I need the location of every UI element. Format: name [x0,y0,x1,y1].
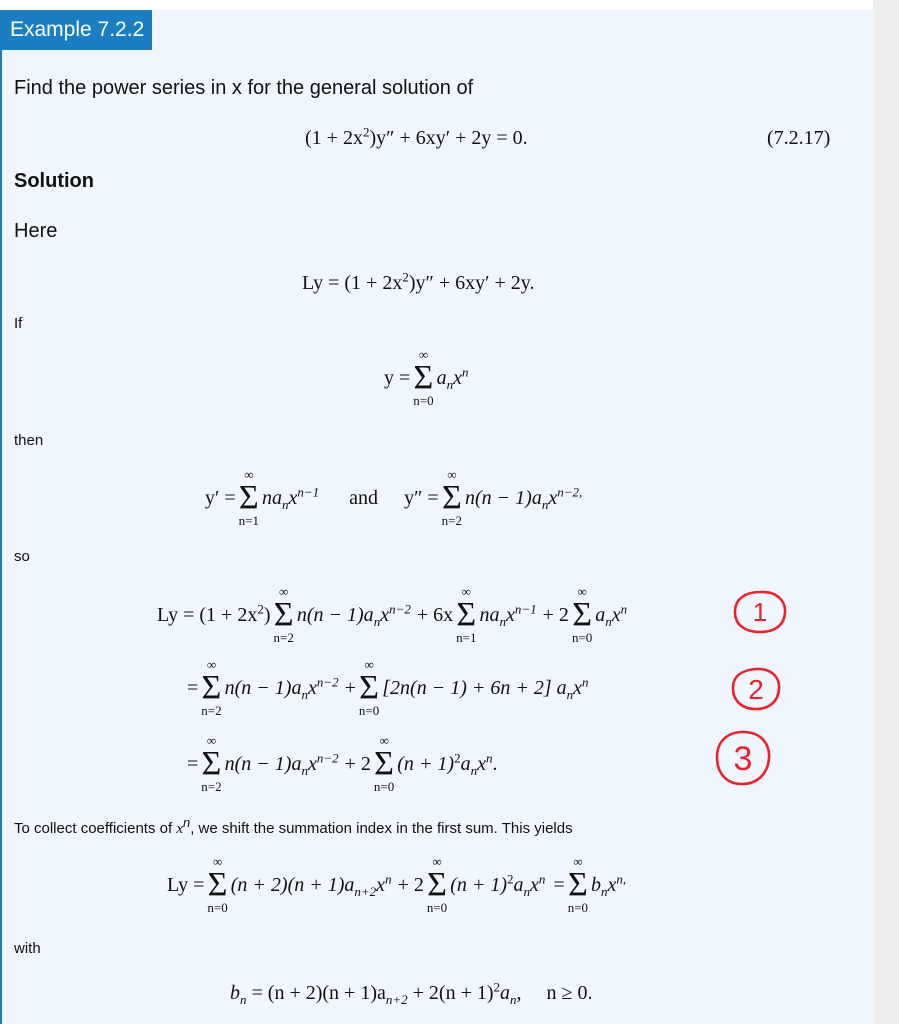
sum-lower: n=1 [238,513,259,528]
line1-lhs: $Ly = (1 + 2x^2)$ [157,600,271,626]
line1-term1: $n(n - 1)a_nx^{n-2}$ [296,600,411,629]
example-box [0,10,875,1024]
sum-upper: ∞ [573,854,583,869]
line2-plus: + [344,676,356,699]
sigma-glyph: Σ [413,359,434,396]
sum-symbol [359,658,379,718]
sum-lower: n=2 [201,779,222,794]
line2-equals: = [187,676,199,699]
solution-heading: Solution [14,170,94,192]
and-word: and [349,486,379,509]
annotation-circle-1 [730,588,790,636]
ode-right: )y″ + 6xy′ + 2y = 0. [369,127,528,149]
line1-term2: $na_nx^{n-1}$ [479,600,537,629]
if-text: If [14,315,23,332]
yprime-lhs: y′ = [205,486,236,509]
intro-text [14,77,473,100]
sum-symbol [239,468,259,528]
annotation-number-2: 2 [748,674,764,705]
sigma-glyph: Σ [201,669,222,706]
sum-upper: ∞ [244,467,254,482]
sum-symbol [207,855,227,915]
sum-lower: n=0 [413,393,434,408]
sum-upper: ∞ [379,733,389,748]
sum-upper: ∞ [206,657,217,672]
sigma-glyph: Σ [427,866,447,903]
line3-term1: $n(n - 1)a_nx^{n-2}$ [224,749,339,778]
sum-symbol [442,468,462,528]
line1-term3: $a_nx^n$ [595,600,628,629]
annotation-number-1: 1 [752,597,768,627]
sum-lower: n=0 [571,630,593,645]
y-term: $a_nx^n$ [436,363,469,392]
sum-lower: n=1 [456,630,477,645]
equation-shifted [167,855,626,915]
so-text: so [14,548,30,565]
annotation-circle-2 [728,665,784,713]
sum-symbol [572,585,592,645]
ydoubleprime-term: $n(n - 1)a_nx^{n-2,}$ [465,483,583,512]
sigma-glyph: Σ [273,596,294,633]
sigma-glyph: Σ [567,866,588,903]
line2-term1: $n(n - 1)a_nx^{n-2}$ [224,673,339,702]
sum-upper: ∞ [212,854,223,869]
sum-lower: n=0 [358,703,380,718]
line1-plus-6x: + 6x [416,603,454,626]
y-lhs: y = [384,366,411,389]
sum-upper: ∞ [418,347,429,362]
ly-left: Ly = (1 + 2x [302,272,403,294]
right-gutter [873,0,899,1024]
sigma-glyph: Σ [207,866,228,903]
sum-upper: ∞ [447,467,457,482]
sum-upper: ∞ [577,584,587,599]
sum-upper: ∞ [432,854,442,869]
line3-equals: = [187,752,199,775]
sum-symbol [201,658,221,718]
sum-lower: n=0 [426,900,448,915]
sum-lower: n=2 [441,513,463,528]
yprime-term: $na_nx^{n-1}$ [262,483,320,512]
sum-symbol [456,585,476,645]
shift-term2: $(n + 1)^2a_nx^n$ [450,870,546,899]
sum-lower: n=0 [207,900,228,915]
line1-plus-2: + 2 [542,603,569,626]
equation-bn: $b_n = (n + 2)(n + 1)a_{n+2} + 2(n + 1)^2a_n$, n ≥ 0. [230,979,593,1007]
sum-upper: ∞ [461,584,471,599]
annotation-circle-3 [712,728,774,788]
equation-y-series [384,348,469,408]
equation-line-1 [157,585,627,645]
sigma-glyph: Σ [374,745,394,782]
sum-symbol [427,855,447,915]
sigma-glyph: Σ [572,596,592,633]
equation-line-2 [187,658,589,718]
sigma-glyph: Σ [456,596,477,633]
sum-symbol [374,734,394,794]
sum-symbol [568,855,588,915]
sum-lower: n=0 [373,779,395,794]
sum-upper: ∞ [364,657,374,672]
line3-plus-2: + 2 [344,752,371,775]
shift-term3: $b_nx^{n,}$ [591,870,627,899]
annotation-number-3: 3 [733,740,753,778]
collect-text: To collect coefficients of $x^n$, we shift the summation index in the first sum. This yields [14,815,573,837]
line2-term2: [2n(n − 1) + 6n + 2] $a_nx^n$ [382,673,589,702]
ly-right: )y″ + 6xy′ + 2y. [408,272,535,294]
shift-equals: = [553,873,565,896]
shift-term1: $(n + 2)(n + 1)a_{n+2}x^n$ [230,870,392,899]
sum-lower: n=2 [273,630,294,645]
shift-plus-2: + 2 [397,873,424,896]
here-text: Here [14,220,58,242]
shift-lhs: Ly = [167,873,205,896]
sum-symbol [201,734,221,794]
sum-upper: ∞ [206,733,217,748]
sum-symbol [413,348,433,408]
equation-ode [305,124,528,150]
intro-sentence: Find the power series in x for the general solution of [14,77,474,99]
example-label: Example 7.2.2 [2,10,152,50]
equation-ly [302,269,535,295]
with-text: with [14,940,41,957]
sum-lower: n=0 [567,900,589,915]
line3-term2: $(n + 1)^2a_nx^n$. [397,749,498,778]
sum-symbol [274,585,294,645]
equation-derivatives [205,468,582,528]
sum-upper: ∞ [279,584,289,599]
sigma-glyph: Σ [238,479,259,516]
ode-left: (1 + 2x [305,127,363,149]
equation-line-3 [187,734,497,794]
ode-square: 2 [362,124,370,140]
then-text: then [14,432,44,449]
sigma-glyph: Σ [359,669,379,706]
equation-number: (7.2.17) [767,127,831,149]
ly-square: 2 [402,269,409,285]
ydoubleprime-lhs: y″ = [404,486,439,509]
sum-lower: n=2 [201,703,222,718]
sigma-glyph: Σ [201,745,222,782]
sigma-glyph: Σ [441,479,462,516]
